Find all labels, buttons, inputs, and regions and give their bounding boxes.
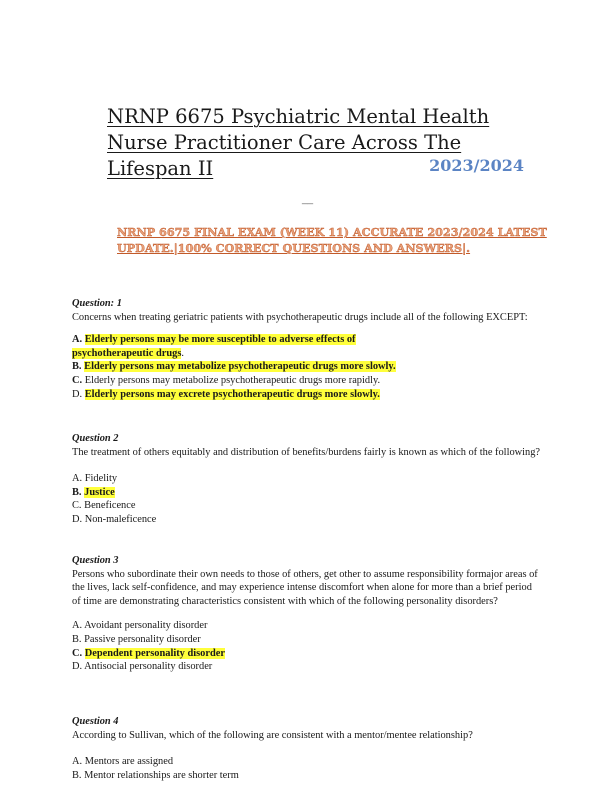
question-block-4: [72, 715, 542, 782]
answer-options: [72, 472, 542, 526]
document-year: 2023/2024: [429, 156, 524, 175]
option-text: Mentors are assigned: [84, 756, 174, 768]
option-text-highlighted: Elderly persons may metabolize psychotherapeutic drugs more slowly.: [84, 361, 396, 373]
answer-option: [72, 499, 542, 513]
option-letter: D.: [72, 661, 83, 673]
answer-option: [72, 486, 542, 500]
answer-option: [72, 647, 542, 661]
option-letter: D.: [72, 513, 83, 525]
option-text: Non-maleficence: [84, 513, 157, 525]
answer-options: [72, 755, 542, 782]
option-letter: A.: [72, 620, 83, 632]
question-text: According to Sullivan, which of the following are consistent with a mentor/mentee relationship?: [72, 729, 473, 741]
answer-option: [72, 374, 542, 388]
exam-heading: NRNP 6675 FINAL EXAM (WEEK 11) ACCURATE 2023/2024 LATEST UPDATE.|100% CORRECT QUESTIONS AND ANSWERS|.: [117, 225, 547, 255]
option-text-highlighted: Elderly persons may be more susceptible to adverse effects of psychotherapeutic drugs: [72, 334, 356, 359]
option-text: Mentor relationships are shorter term: [84, 769, 239, 781]
answer-option: [72, 660, 542, 674]
answer-option: [72, 769, 542, 783]
option-text: Avoidant personality disorder: [84, 620, 208, 632]
document-title: NRNP 6675 Psychiatric Mental Health Nurse Practitioner Care Across The Lifespan II: [107, 105, 490, 180]
question-block-3: [72, 554, 542, 674]
option-letter: D.: [72, 388, 83, 400]
option-letter: A.: [72, 473, 83, 485]
answer-options: [72, 333, 542, 401]
option-letter: C.: [72, 500, 82, 512]
option-letter: B.: [72, 633, 82, 645]
option-text: Antisocial personality disorder: [84, 661, 213, 673]
option-letter: C.: [72, 647, 83, 659]
question-label: Question 3: [72, 555, 119, 566]
answer-option: [72, 472, 542, 486]
separator-dash: __: [302, 194, 314, 205]
option-letter: B.: [72, 769, 82, 781]
question-text: Concerns when treating geriatric patients with psychotherapeutic drugs include all of the following EXCEPT:: [72, 311, 528, 323]
option-text-highlighted: Dependent personality disorder: [84, 647, 225, 659]
answer-option: [72, 360, 542, 374]
question-block-1: [72, 297, 542, 401]
question-label: Question 2: [72, 433, 119, 444]
option-text-highlighted: Elderly persons may excrete psychotherapeutic drugs more slowly.: [84, 388, 380, 400]
option-text: Elderly persons may metabolize psychotherapeutic drugs more rapidly.: [84, 374, 381, 386]
option-suffix: .: [181, 347, 185, 359]
answer-option: [72, 333, 412, 360]
answer-option: [72, 513, 542, 527]
option-letter: A.: [72, 756, 83, 768]
option-text: Beneficence: [84, 500, 136, 512]
answer-option: [72, 619, 542, 633]
question-text: The treatment of others equitably and distribution of benefits/burdens fairly is known as which of the following?: [72, 446, 541, 458]
answer-options: [72, 619, 542, 673]
option-text-highlighted: Justice: [84, 486, 115, 498]
answer-option: [72, 755, 542, 769]
question-block-2: [72, 432, 542, 527]
answer-option: [72, 388, 542, 402]
question-text: Persons who subordinate their own needs to those of others, get other to assume responsibility formajor areas of the lives, lack self-confidence, and may experience intense discomfort when alone for more than a brief period of time are demonstrating characteristics consistent with which of the following personality disorders?: [72, 568, 538, 607]
option-letter: C.: [72, 374, 83, 386]
option-text: Passive personality disorder: [84, 633, 201, 645]
option-letter: B.: [72, 486, 82, 498]
question-label: Question: 1: [72, 298, 122, 309]
option-letter: B.: [72, 361, 82, 373]
option-letter: A.: [72, 334, 83, 346]
question-label: Question 4: [72, 716, 119, 727]
answer-option: [72, 633, 542, 647]
option-text: Fidelity: [84, 473, 118, 485]
